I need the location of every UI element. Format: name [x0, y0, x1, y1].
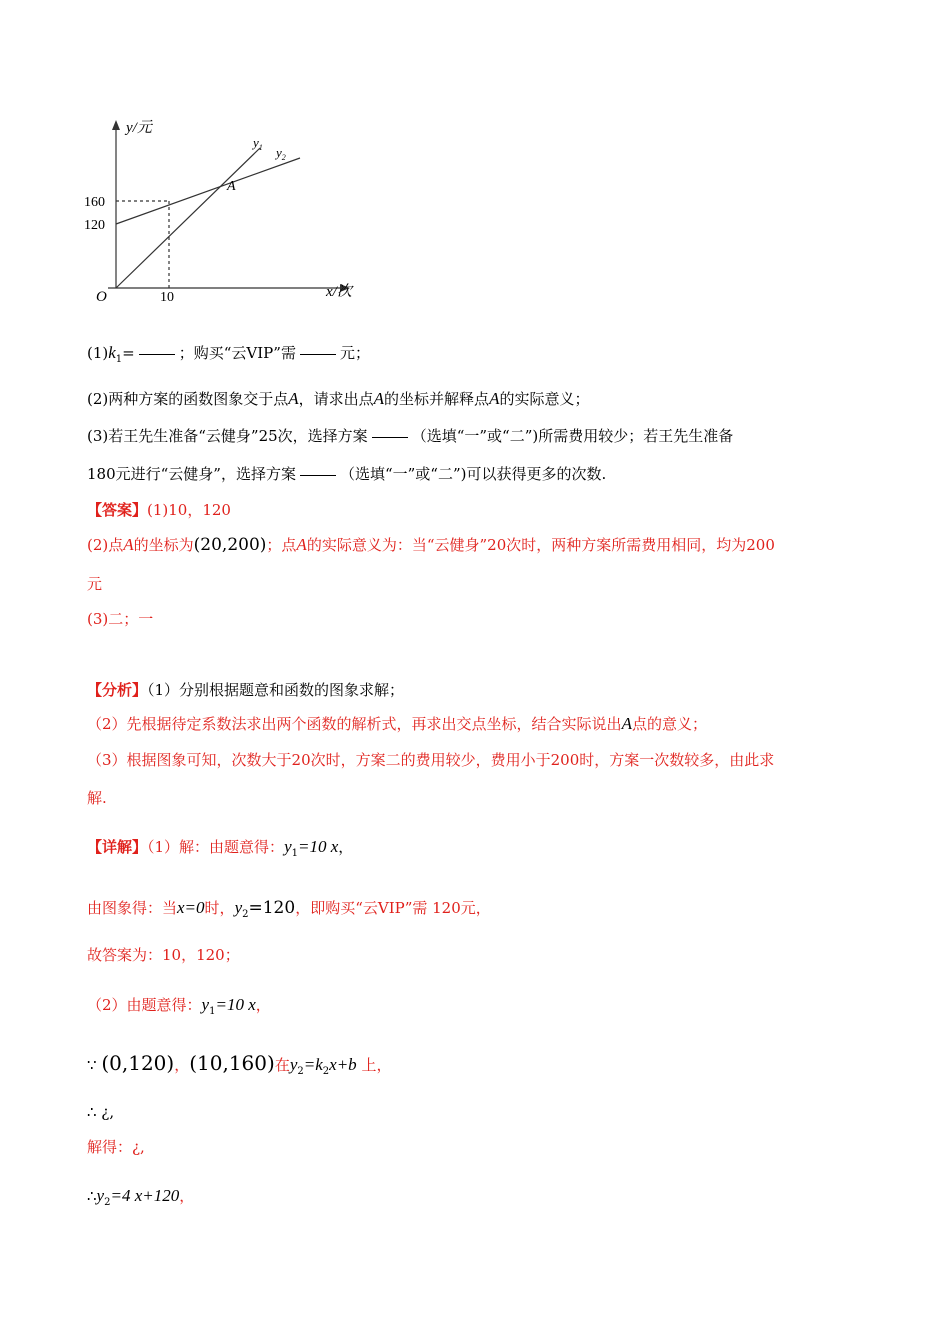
answer-3: (3)二；一 — [87, 610, 154, 628]
origin-label: O — [96, 289, 107, 305]
analysis-3: （3）根据图象可知，次数大于20次时，方案二的费用较少，费用小于200时，方案一次数较多，由此求 — [87, 751, 775, 769]
detail-8: $\therefore y_2=4$ x+120， — [87, 1186, 195, 1208]
detail-1: 【详解】（1）解：由题意得：$y_1=10$ x， — [87, 837, 354, 859]
answer-blank — [300, 354, 336, 355]
detail-7: 解得：¿, — [87, 1138, 145, 1156]
y-axis-label: y/元 — [126, 120, 152, 136]
answer-blank — [139, 354, 175, 355]
point-a-label: A — [227, 179, 236, 194]
detail-5: ∵ (0,120)，(10,160)在$y_2=k_2x+b$ 上， — [87, 1051, 392, 1077]
tick-120: 120 — [84, 218, 105, 233]
answer-2: (2)点A的坐标为(20,200)；点A的实际意义为：当“云健身”20次时，两种方案所需费用相同，均为200 — [87, 535, 775, 555]
answer-2-cont: 元 — [87, 575, 103, 593]
tick-10: 10 — [160, 290, 174, 305]
detail-4: （2）由题意得：$y_1=10$ x， — [87, 995, 271, 1017]
question-3-line2: 180元进行“云健身”，选择方案 （选填“一”或“二”)可以获得更多的次数. — [87, 465, 607, 483]
analysis-4: 解. — [87, 789, 107, 807]
question-1: $(1)k_1=$ ；购买“云VIP”需 元； — [87, 343, 370, 365]
detail-3: 故答案为：10，120； — [87, 946, 240, 964]
tick-160: 160 — [84, 195, 105, 210]
detail-2: 由图象得：当x=0时，$y_2=120$，即购买“云VIP”需 120元， — [87, 898, 491, 920]
analysis-2: （2）先根据待定系数法求出两个函数的解析式，再求出交点坐标，结合实际说出A点的意义； — [87, 714, 707, 733]
line-y1 — [116, 148, 260, 288]
analysis-1: 【分析】（1）分别根据题意和函数的图象求解； — [87, 681, 405, 699]
detail-6: ∴ ¿, — [87, 1103, 115, 1121]
question-3-line1: (3)若王先生准备“云健身”25次，选择方案 （选填“一”或“二”)所需费用较少；若王先生准备 — [87, 427, 734, 445]
line1-label: $y_1$ — [253, 135, 263, 152]
function-graph — [70, 110, 380, 320]
x-axis-label: x/次 — [326, 284, 352, 300]
answer-1: 【答案】(1)10，120 — [87, 501, 231, 519]
question-2: (2)两种方案的函数图象交于点A，请求出点A的坐标并解释点A的实际意义； — [87, 389, 590, 408]
answer-blank — [372, 437, 408, 438]
line-y2 — [116, 158, 300, 224]
y-axis-arrow — [112, 120, 120, 130]
line2-label: $y_2$ — [276, 145, 286, 162]
answer-blank — [300, 475, 336, 476]
